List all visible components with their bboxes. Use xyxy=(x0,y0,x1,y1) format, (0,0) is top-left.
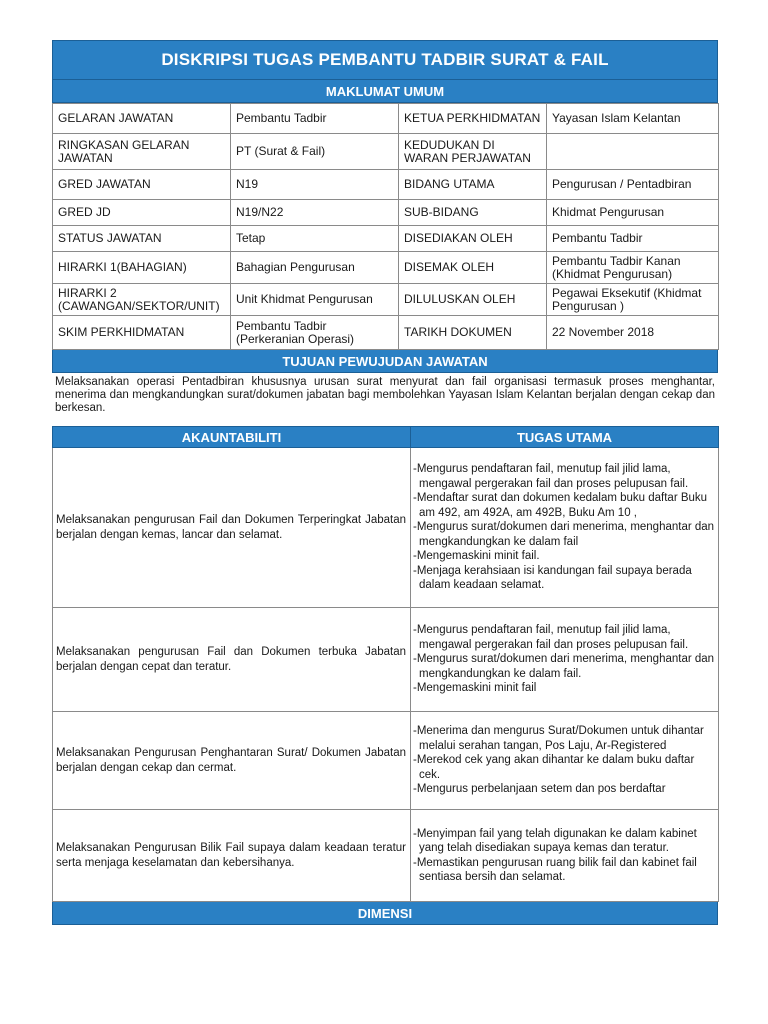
info-value: Pembantu Tadbir xyxy=(231,104,399,134)
info-value xyxy=(547,134,719,170)
info-label: DISEDIAKAN OLEH xyxy=(399,226,547,252)
task-item: -Mengurus perbelanjaan setem dan pos berdaftar xyxy=(413,783,666,796)
info-row xyxy=(53,226,719,252)
info-value: Bahagian Pengurusan xyxy=(231,252,399,284)
info-row xyxy=(53,134,719,170)
task-item: -Memastikan pengurusan ruang bilik fail dan kabinet fail sentiasa bersih dan selamat. xyxy=(413,856,697,883)
info-row xyxy=(53,200,719,226)
accountability-description: Melaksanakan Pengurusan Penghantaran Surat/ Dokumen Jabatan berjalan dengan cekap dan cermat. xyxy=(53,712,411,810)
info-label: GRED JAWATAN xyxy=(53,170,231,200)
info-label: KEDUDUKAN DI WARAN PERJAWATAN xyxy=(399,134,547,170)
info-label: RINGKASAN GELARAN JAWATAN xyxy=(53,134,231,170)
info-row xyxy=(53,170,719,200)
info-value: PT (Surat & Fail) xyxy=(231,134,399,170)
info-label: GRED JD xyxy=(53,200,231,226)
task-item: -Merekod cek yang akan dihantar ke dalam buku daftar cek. xyxy=(413,754,695,781)
task-item: -Mengurus surat/dokumen dari menerima, menghantar dan mengkandungkan ke dalam fail. xyxy=(413,653,715,680)
info-label: HIRARKI 1(BAHAGIAN) xyxy=(53,252,231,284)
info-label: TARIKH DOKUMEN xyxy=(399,316,547,350)
info-value: Pembantu Tadbir xyxy=(547,226,719,252)
info-value: N19/N22 xyxy=(231,200,399,226)
task-item: -Mengurus pendaftaran fail, menutup fail jilid lama, mengawal pergerakan fail dan proses pelupusan fail. xyxy=(413,463,689,490)
accountability-description: Melaksanakan Pengurusan Bilik Fail supaya dalam keadaan teratur serta menjaga keselamatan dan kebersihanya. xyxy=(53,810,411,902)
task-item: -Mengemaskini minit fail xyxy=(413,682,537,695)
task-item: -Mengurus surat/dokumen dari menerima, menghantar dan mengkandungkan ke dalam fail xyxy=(413,521,715,548)
accountability-table xyxy=(52,426,719,902)
task-list xyxy=(411,448,719,608)
info-label: STATUS JAWATAN xyxy=(53,226,231,252)
info-label: BIDANG UTAMA xyxy=(399,170,547,200)
task-list xyxy=(411,810,719,902)
accountability-row xyxy=(53,608,719,712)
info-value: Unit Khidmat Pengurusan xyxy=(231,284,399,316)
info-value: Pengurusan / Pentadbiran xyxy=(547,170,719,200)
info-value: Pembantu Tadbir Kanan (Khidmat Pengurusan) xyxy=(547,252,719,284)
task-item: -Mengurus pendaftaran fail, menutup fail jilid lama, mengawal pergerakan fail dan proses pelupusan fail. xyxy=(413,624,689,651)
info-value: Pembantu Tadbir (Perkeranian Operasi) xyxy=(231,316,399,350)
info-value: N19 xyxy=(231,170,399,200)
task-item: -Menerima dan mengurus Surat/Dokumen untuk dihantar melalui serahan tangan, Pos Laju, Ar-Registered xyxy=(413,725,704,752)
section-header-dimensi: DIMENSI xyxy=(52,902,718,925)
accountability-row xyxy=(53,810,719,902)
info-label: DILULUSKAN OLEH xyxy=(399,284,547,316)
section-header-tujuan: TUJUAN PEWUJUDAN JAWATAN xyxy=(52,350,718,373)
task-item: -Menjaga kerahsiaan isi kandungan fail supaya berada dalam keadaan selamat. xyxy=(413,564,692,592)
info-label: GELARAN JAWATAN xyxy=(53,104,231,134)
info-label: KETUA PERKHIDMATAN xyxy=(399,104,547,134)
task-item: -Menyimpan fail yang telah digunakan ke dalam kabinet yang telah disediakan supaya kemas dan teratur. xyxy=(413,827,697,854)
accountability-description: Melaksanakan pengurusan Fail dan Dokumen terbuka Jabatan berjalan dengan cepat dan teratur. xyxy=(53,608,411,712)
accountability-row xyxy=(53,448,719,608)
info-row xyxy=(53,104,719,134)
task-list xyxy=(411,712,719,810)
info-row xyxy=(53,252,719,284)
info-label: SKIM PERKHIDMATAN xyxy=(53,316,231,350)
task-list xyxy=(411,608,719,712)
accountability-header: AKAUNTABILITI xyxy=(53,427,411,448)
info-value: Yayasan Islam Kelantan xyxy=(547,104,719,134)
info-value: 22 November 2018 xyxy=(547,316,719,350)
general-info-table xyxy=(52,103,719,350)
info-row xyxy=(53,284,719,316)
task-item: -Mendaftar surat dan dokumen kedalam buku daftar Buku am 492, am 492A, am 492B, Buku Am 10 , xyxy=(413,492,708,519)
purpose-text: Melaksanakan operasi Pentadbiran khususnya urusan surat menyurat dan fail organisasi termasuk proses menghantar, menerima dan mengkandungkan surat/dokumen jabatan bagi membolehkan Yayasan Islam Kelantan berjalan dengan cekap dan berkesan. xyxy=(55,376,715,414)
task-item: -Mengemaskini minit fail. xyxy=(413,550,540,563)
info-row xyxy=(53,316,719,350)
info-value: Tetap xyxy=(231,226,399,252)
accountability-row xyxy=(53,712,719,810)
main-tasks-header: TUGAS UTAMA xyxy=(411,427,719,448)
document-title: DISKRIPSI TUGAS PEMBANTU TADBIR SURAT & FAIL xyxy=(52,40,718,80)
info-label: SUB-BIDANG xyxy=(399,200,547,226)
info-label: DISEMAK OLEH xyxy=(399,252,547,284)
job-description-document xyxy=(52,40,718,925)
info-value: Khidmat Pengurusan xyxy=(547,200,719,226)
section-header-maklumat-umum: MAKLUMAT UMUM xyxy=(52,80,718,103)
info-label: HIRARKI 2 (CAWANGAN/SEKTOR/UNIT) xyxy=(53,284,231,316)
info-value: Pegawai Eksekutif (Khidmat Pengurusan ) xyxy=(547,284,719,316)
accountability-description: Melaksanakan pengurusan Fail dan Dokumen Terperingkat Jabatan berjalan dengan kemas, lancar dan selamat. xyxy=(53,448,411,608)
